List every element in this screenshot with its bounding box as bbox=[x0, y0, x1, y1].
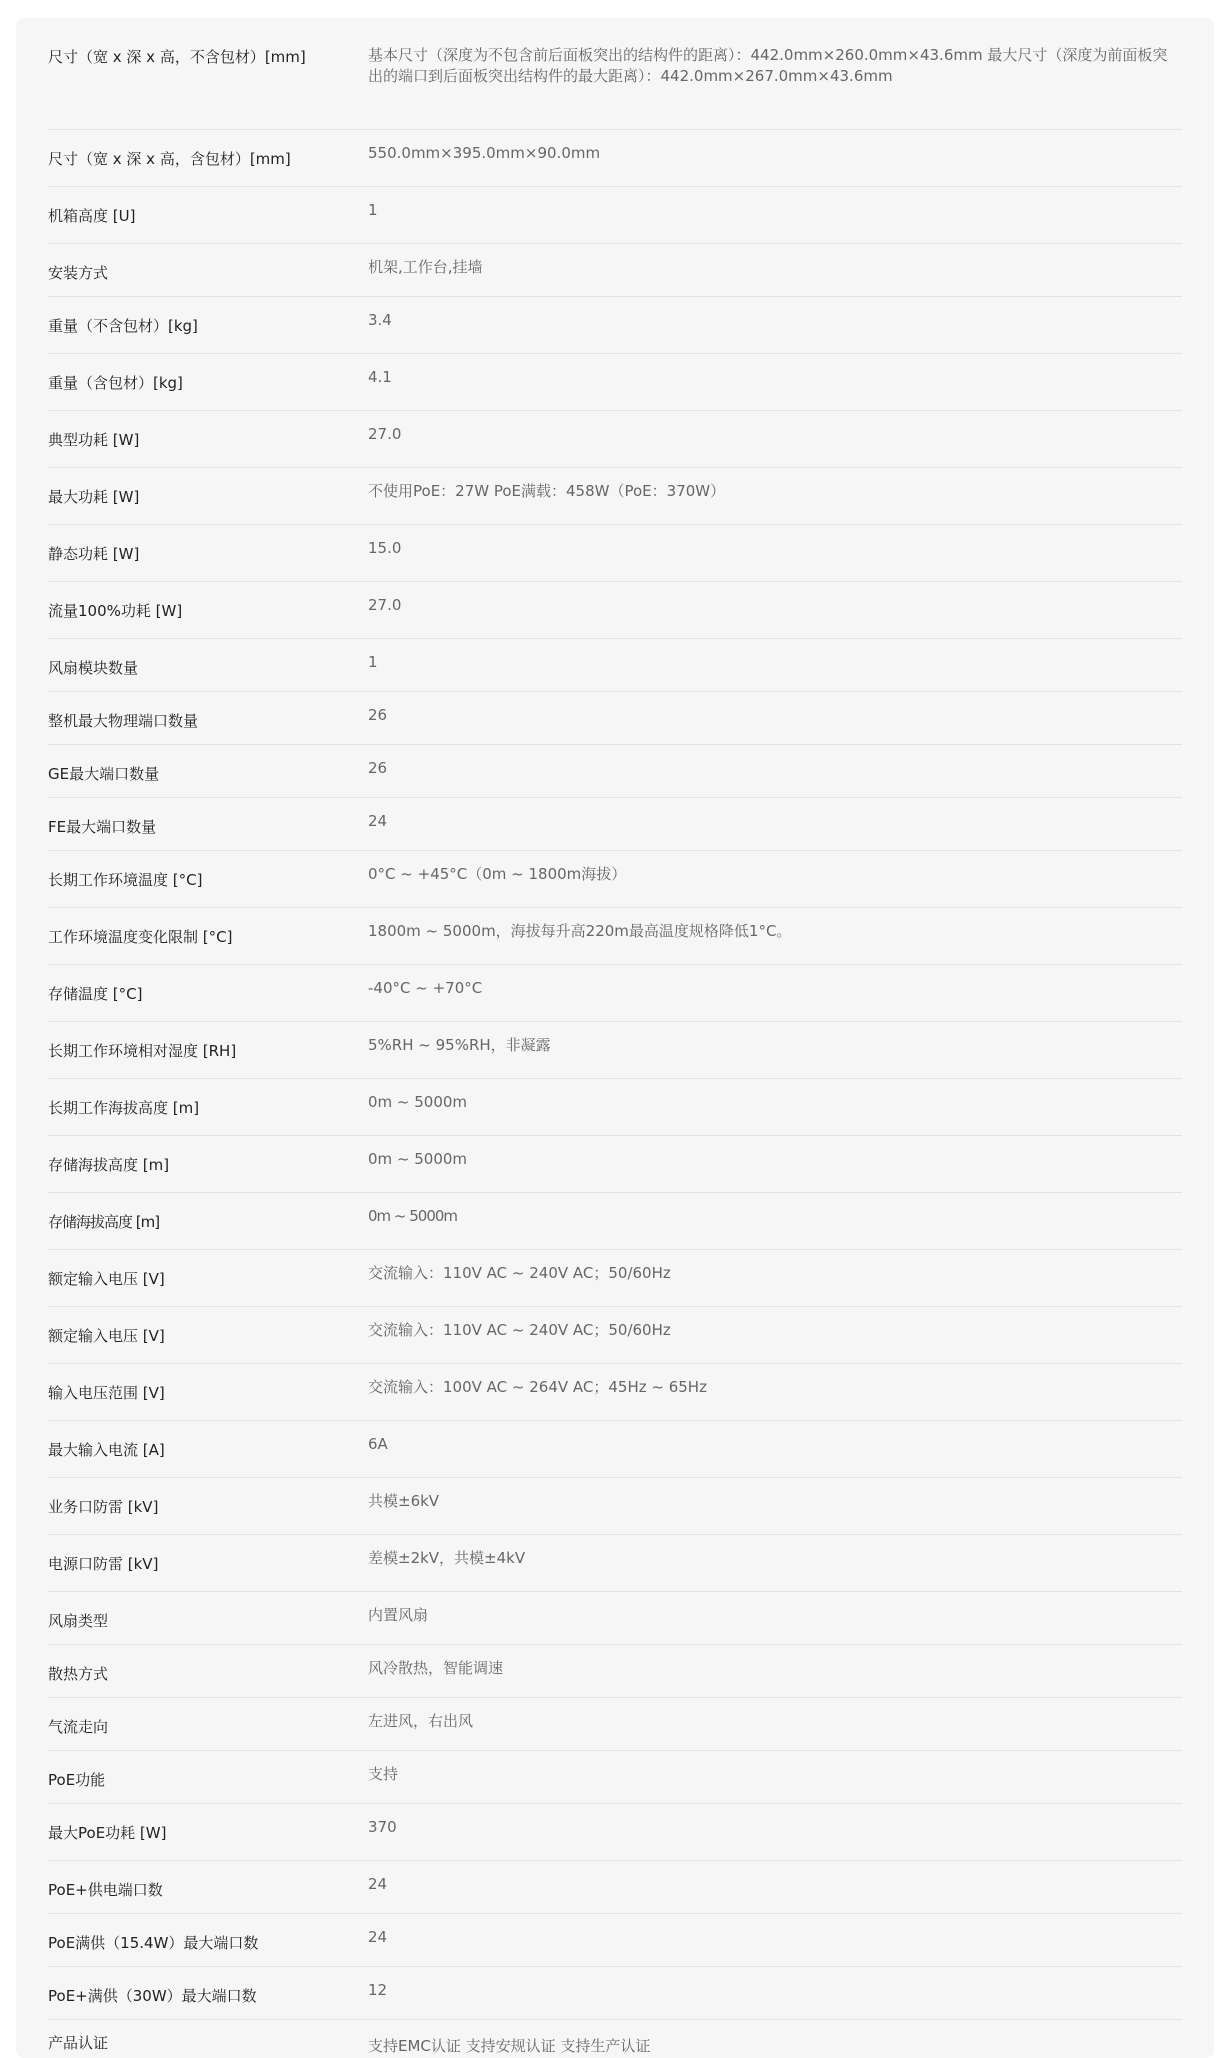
spec-value: 支持EMC认证 支持安规认证 支持生产认证 bbox=[368, 2037, 651, 2055]
spec-value: 0m ~ 5000m bbox=[368, 1093, 468, 1111]
spec-panel bbox=[16, 18, 1214, 2058]
spec-row bbox=[48, 692, 1182, 745]
spec-value: 0°C ~ +45°C（0m ~ 1800m海拔） bbox=[368, 865, 627, 883]
spec-value: 1 bbox=[368, 201, 378, 219]
spec-name: PoE+供电端口数 bbox=[48, 1881, 163, 1899]
spec-row bbox=[48, 32, 1182, 130]
spec-value: 550.0mm×395.0mm×90.0mm bbox=[368, 144, 601, 162]
spec-value: 15.0 bbox=[368, 539, 402, 557]
spec-row bbox=[48, 1967, 1182, 2020]
spec-name: 长期工作环境温度 [°C] bbox=[48, 871, 203, 889]
spec-row bbox=[48, 908, 1182, 965]
spec-row bbox=[48, 1250, 1182, 1307]
spec-value: 1800m ~ 5000m，海拔每升高220m最高温度规格降低1°C。 bbox=[368, 922, 792, 940]
spec-row bbox=[48, 1861, 1182, 1914]
spec-name: PoE满供（15.4W）最大端口数 bbox=[48, 1934, 259, 1952]
spec-name: 风扇模块数量 bbox=[48, 659, 139, 677]
spec-row bbox=[48, 130, 1182, 187]
spec-table bbox=[48, 32, 1182, 2058]
spec-row bbox=[48, 525, 1182, 582]
spec-name: 安装方式 bbox=[48, 264, 109, 282]
spec-row bbox=[48, 187, 1182, 244]
spec-row bbox=[48, 851, 1182, 908]
spec-row bbox=[48, 1478, 1182, 1535]
spec-name: 业务口防雷 [kV] bbox=[48, 1498, 159, 1516]
spec-row bbox=[48, 297, 1182, 354]
spec-value: 27.0 bbox=[368, 425, 402, 443]
spec-name: 重量（不含包材）[kg] bbox=[48, 317, 198, 335]
spec-value: 6A bbox=[368, 1435, 388, 1453]
spec-value: 0m ~ 5000m bbox=[368, 1150, 468, 1168]
spec-name: 最大PoE功耗 [W] bbox=[48, 1824, 167, 1842]
spec-value: 风冷散热，智能调速 bbox=[368, 1659, 504, 1677]
spec-value: 内置风扇 bbox=[368, 1606, 429, 1624]
spec-value: 26 bbox=[368, 759, 388, 777]
spec-row bbox=[48, 798, 1182, 851]
spec-name: 尺寸（宽 x 深 x 高，不含包材）[mm] bbox=[48, 48, 306, 66]
spec-name: 尺寸（宽 x 深 x 高，含包材）[mm] bbox=[48, 150, 291, 168]
spec-row bbox=[48, 1914, 1182, 1967]
spec-value: 5%RH ~ 95%RH，非凝露 bbox=[368, 1036, 551, 1054]
spec-value: 共模±6kV bbox=[368, 1492, 440, 1510]
spec-name: PoE功能 bbox=[48, 1771, 106, 1789]
spec-name: 整机最大物理端口数量 bbox=[48, 712, 199, 730]
spec-row bbox=[48, 965, 1182, 1022]
spec-row bbox=[48, 1364, 1182, 1421]
spec-name: 电源口防雷 [kV] bbox=[48, 1555, 159, 1573]
spec-value: 24 bbox=[368, 812, 388, 830]
spec-row bbox=[48, 468, 1182, 525]
spec-value: 交流输入：110V AC ~ 240V AC；50/60Hz bbox=[368, 1264, 671, 1282]
spec-row bbox=[48, 244, 1182, 297]
spec-name: 存储温度 [°C] bbox=[48, 985, 143, 1003]
spec-name: 产品认证 bbox=[48, 2034, 109, 2052]
spec-name: 最大输入电流 [A] bbox=[48, 1441, 165, 1459]
spec-name: 长期工作海拔高度 [m] bbox=[48, 1099, 200, 1117]
spec-value: 左进风，右出风 bbox=[368, 1712, 474, 1730]
spec-row bbox=[48, 1136, 1182, 1193]
spec-value: 0m ~ 5000m bbox=[368, 1207, 458, 1225]
spec-row bbox=[48, 1698, 1182, 1751]
spec-value: 交流输入：100V AC ~ 264V AC；45Hz ~ 65Hz bbox=[368, 1378, 707, 1396]
spec-value: 27.0 bbox=[368, 596, 402, 614]
spec-row bbox=[48, 2020, 1182, 2058]
spec-row bbox=[48, 1751, 1182, 1804]
spec-name: 重量（含包材）[kg] bbox=[48, 374, 183, 392]
spec-value: 24 bbox=[368, 1928, 388, 1946]
spec-name: FE最大端口数量 bbox=[48, 818, 157, 836]
spec-value: 370 bbox=[368, 1818, 397, 1836]
spec-name: 存储海拔高度 [m] bbox=[48, 1156, 170, 1174]
spec-name: 静态功耗 [W] bbox=[48, 545, 140, 563]
spec-value: 26 bbox=[368, 706, 388, 724]
spec-value: 机架,工作台,挂墙 bbox=[368, 258, 483, 276]
spec-value: 支持 bbox=[368, 1765, 399, 1783]
spec-row bbox=[48, 1804, 1182, 1861]
spec-value: 24 bbox=[368, 1875, 388, 1893]
spec-row bbox=[48, 1592, 1182, 1645]
spec-row bbox=[48, 1535, 1182, 1592]
spec-name: GE最大端口数量 bbox=[48, 765, 160, 783]
spec-value: 12 bbox=[368, 1981, 388, 1999]
spec-row bbox=[48, 1193, 1182, 1250]
spec-name: 存储海拔高度 [m] bbox=[48, 1213, 160, 1231]
spec-value: 差模±2kV，共模±4kV bbox=[368, 1549, 526, 1567]
spec-name: PoE+满供（30W）最大端口数 bbox=[48, 1987, 257, 2005]
spec-name: 典型功耗 [W] bbox=[48, 431, 140, 449]
spec-value: 基本尺寸（深度为不包含前后面板突出的结构件的距离）：442.0mm×260.0mm×43.6mm 最大尺寸（深度为前面板突出的端口到后面板突出结构件的最大距离）：442.0mm×267.0mm×43.6mm bbox=[368, 46, 1168, 85]
spec-row bbox=[48, 639, 1182, 692]
spec-name: 流量100%功耗 [W] bbox=[48, 602, 183, 620]
spec-row bbox=[48, 582, 1182, 639]
spec-name: 长期工作环境相对湿度 [RH] bbox=[48, 1042, 237, 1060]
spec-row bbox=[48, 1307, 1182, 1364]
spec-row bbox=[48, 745, 1182, 798]
spec-name: 输入电压范围 [V] bbox=[48, 1384, 165, 1402]
spec-value: 4.1 bbox=[368, 368, 392, 386]
spec-name: 额定输入电压 [V] bbox=[48, 1327, 165, 1345]
spec-name: 额定输入电压 [V] bbox=[48, 1270, 165, 1288]
spec-row bbox=[48, 354, 1182, 411]
spec-row bbox=[48, 1022, 1182, 1079]
spec-value: 不使用PoE：27W PoE满载：458W（PoE：370W） bbox=[368, 482, 726, 500]
spec-name: 风扇类型 bbox=[48, 1612, 109, 1630]
spec-row bbox=[48, 1079, 1182, 1136]
spec-row bbox=[48, 411, 1182, 468]
spec-row bbox=[48, 1421, 1182, 1478]
spec-value: -40°C ~ +70°C bbox=[368, 979, 483, 997]
spec-name: 工作环境温度变化限制 [°C] bbox=[48, 928, 233, 946]
spec-value: 3.4 bbox=[368, 311, 392, 329]
spec-name: 机箱高度 [U] bbox=[48, 207, 136, 225]
spec-name: 散热方式 bbox=[48, 1665, 109, 1683]
spec-value: 交流输入：110V AC ~ 240V AC；50/60Hz bbox=[368, 1321, 671, 1339]
spec-value: 1 bbox=[368, 653, 378, 671]
spec-row bbox=[48, 1645, 1182, 1698]
spec-name: 气流走向 bbox=[48, 1718, 109, 1736]
spec-name: 最大功耗 [W] bbox=[48, 488, 140, 506]
